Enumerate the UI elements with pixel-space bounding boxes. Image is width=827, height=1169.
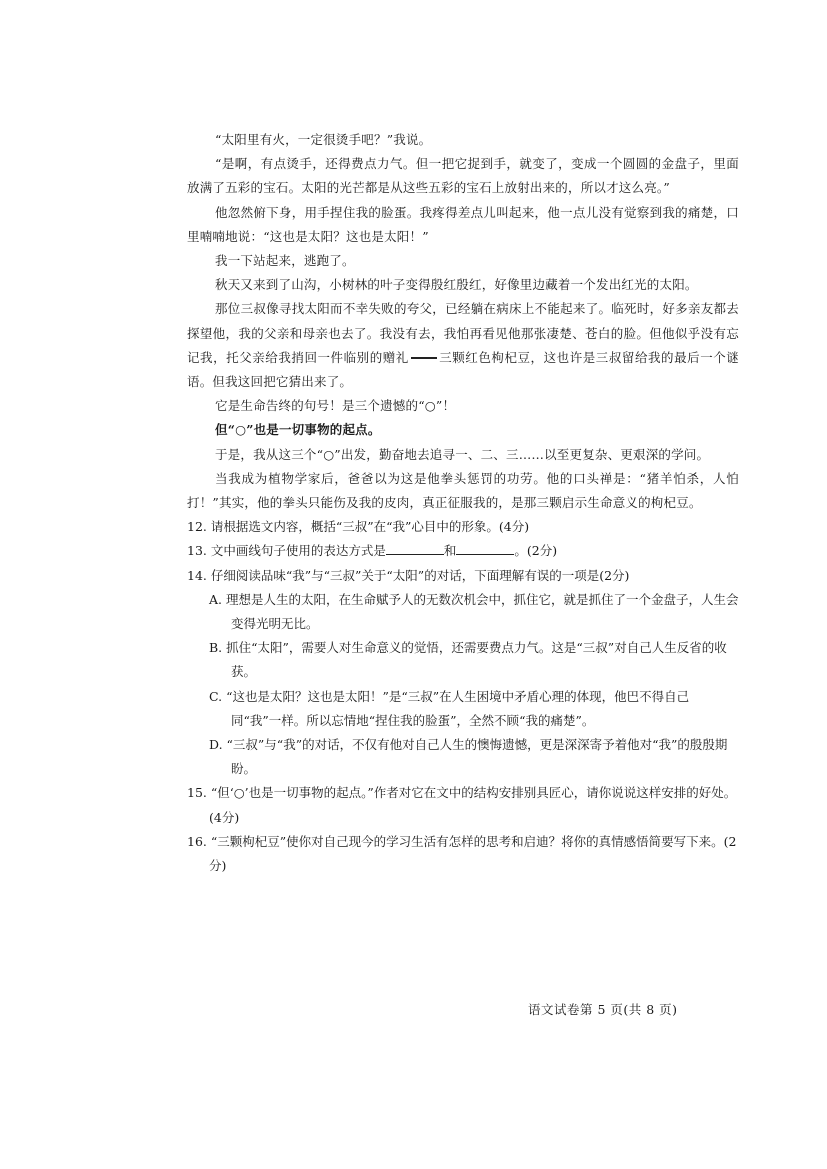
answer-blank-2[interactable]: [456, 542, 514, 555]
question-13-text: 13. 文中画线句子使用的表达方式是: [187, 543, 386, 559]
question-14: 14. 仔细阅读品味“我”与“三叔”关于“太阳”的对话，下面理解有误的一项是(2分): [187, 567, 630, 583]
passage-paragraph-10: 当我成为植物学家后，爸爸以为这是他拳头惩罚的功劳。他的口头禅是：“猪羊怕杀，人怕打！”其实，他的拳头只能伤及我的皮肉，真正征服我的，是那三颗启示生命意义的枸杞豆。: [187, 470, 739, 511]
passage-paragraph-6: [187, 297, 739, 394]
passage-paragraph-8-bold: 但“○”也是一切事物的起点。: [215, 422, 381, 438]
paragraph-6-part-b: 三颗红色枸杞豆，这也许是三叔留给我的最后一个谜语。但我这回把它猜出来了。: [187, 349, 740, 390]
exam-page: [187, 128, 739, 878]
passage-paragraph-7: 它是生命告终的句号！是三个遗憾的“○”！: [215, 398, 456, 414]
passage-paragraph-5: 秋天又来到了山沟，小树林的叶子变得殷红殷红，好像里边藏着一个发出红光的太阳。: [215, 277, 698, 293]
passage-paragraph-2: “是啊，有点烫手，还得费点力气。但一把它捉到手，就变了，变成一个圆圆的金盘子，里面放满了五彩的宝石。太阳的光芒都是从这些五彩的宝石上放射出来的，所以才这么亮。”: [187, 156, 739, 196]
question-12: 12. 请根据选文内容，概括“三叔”在“我”心目中的形象。(4分): [187, 519, 530, 535]
page-footer: 语文试卷第 5 页(共 8 页): [528, 1002, 678, 1017]
option-a: A. 理想是人生的太阳，在生命赋予人的无数次机会中，抓住它，就是抓住了一个金盘子，人生会变得光明无比。: [209, 591, 739, 632]
question-16: 16. “三颗枸杞豆”使你对自己现今的学习生活有怎样的思考和启迪？将你的真情感悟简要写下来。(2分): [187, 833, 737, 874]
passage-paragraph-4: 我一下站起来，逃跑了。: [215, 253, 355, 269]
question-13-points: 。(2分): [514, 543, 558, 559]
option-b: B. 抓住“太阳”，需要人对生命意义的觉悟，还需要费点力气。这是“三叔”对自己人生反省的收获。: [209, 640, 727, 680]
question-15: 15. “但‘○’也是一切事物的起点。”作者对它在文中的结构安排别具匠心，请你说说这样安排的好处。(4分): [187, 785, 737, 825]
passage-paragraph-3: 他忽然俯下身，用手捏住我的脸蛋。我疼得差点儿叫起来，他一点儿没有觉察到我的痛楚，口里喃喃地说：“这也是太阳？这也是太阳！”: [187, 204, 739, 244]
option-c: C. “这也是太阳？这也是太阳！”是“三叔”在人生困境中矛盾心理的体现，他巴不得自己同“我”一样。所以忘情地“捏住我的脸蛋”，全然不顾“我的痛楚”。: [209, 688, 690, 728]
paragraph-6-part-a: 那位三叔像寻找太阳而不幸失败的夸父，已经躺在病床上不能起来了。临死时，好多亲友都去探望他，我的父亲和母亲也去了。我没有去，我怕再看见他那张凄楚、苍白的脸。但他似乎没有忘记我，托父亲给我捎回一件临别的赠礼: [187, 301, 739, 365]
em-dash: [411, 357, 437, 359]
passage-paragraph-9: 于是，我从这三个“○”出发，勤奋地去追寻一、二、三……以至更复杂、更艰深的学问。: [215, 446, 710, 462]
question-13: [187, 539, 739, 563]
passage-paragraph-1: “太阳里有火，一定很烫手吧？”我说。: [215, 132, 432, 147]
answer-blank-1[interactable]: [386, 542, 444, 555]
option-d: D. “三叔”与“我”的对话，不仅有他对自己人生的懊悔遗憾，更是深深寄予着他对“我”的殷殷期盼。: [209, 737, 728, 777]
question-13-and: 和: [443, 543, 457, 559]
